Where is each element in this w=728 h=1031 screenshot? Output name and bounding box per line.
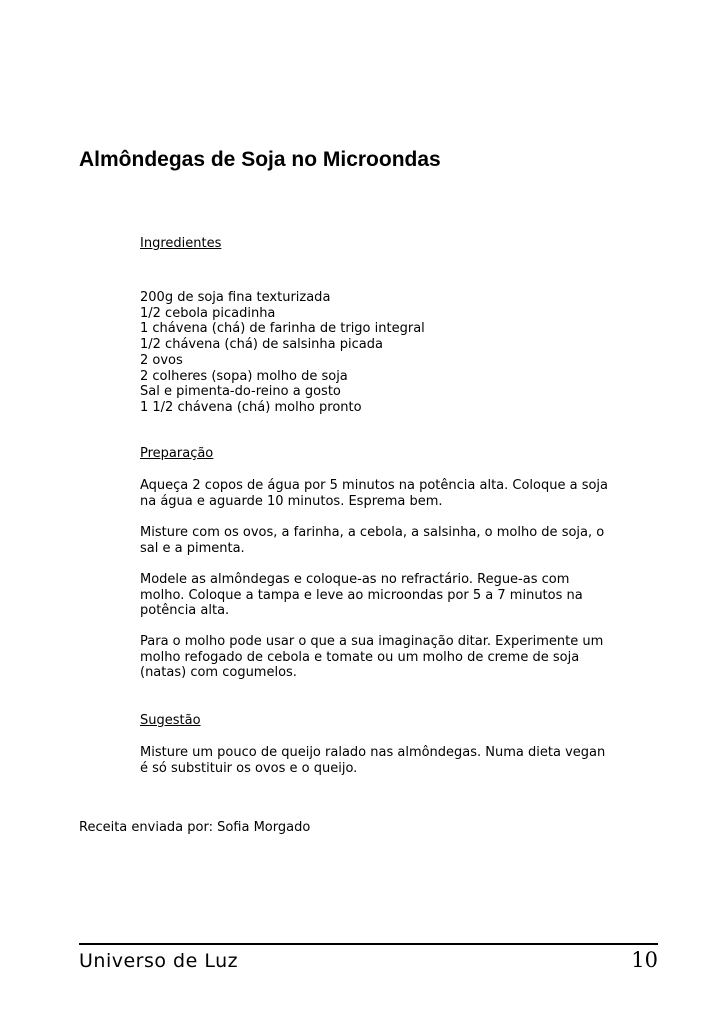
- preparation-heading: Preparação: [140, 446, 214, 461]
- preparation-paragraph: Modele as almôndegas e coloque-as no refractário. Regue-as com molho. Coloque a tampa e leve ao microondas por 5 a 7 minutos na potência alta.: [140, 572, 583, 619]
- preparation-heading-block: [140, 446, 610, 462]
- ingredients-list: [140, 290, 610, 416]
- ingredient-item: 2 colheres (sopa) molho de soja: [140, 368, 348, 384]
- ingredients-heading-block: [140, 236, 610, 252]
- preparation-paragraph: Misture com os ovos, a farinha, a cebola, a salsinha, o molho de soja, o sal e a pimenta.: [140, 525, 605, 556]
- ingredient-item: 200g de soja fina texturizada: [140, 290, 331, 305]
- preparation-paragraph: Para o molho pode usar o que a sua imaginação ditar. Experimente um molho refogado de cebola e tomate ou um molho de creme de soja (natas) com cogumelos.: [140, 634, 604, 681]
- ingredient-item: 1/2 chávena (chá) de salsinha picada: [140, 337, 383, 353]
- ingredient-item: 2 ovos: [140, 352, 183, 368]
- ingredient-item: 1 chávena (chá) de farinha de trigo integral: [140, 321, 425, 337]
- suggestion-heading-block: [140, 713, 610, 729]
- suggestion-text: Misture um pouco de queijo ralado nas almôndegas. Numa dieta vegan é só substituir os ovos e o queijo.: [140, 745, 606, 776]
- suggestion-heading: Sugestão: [140, 713, 201, 728]
- ingredient-item: 1/2 cebola picadinha: [140, 305, 276, 321]
- recipe-credit: Receita enviada por: Sofia Morgado: [79, 820, 311, 835]
- footer-page-number: 10: [631, 948, 658, 972]
- ingredients-heading: Ingredientes: [140, 236, 222, 251]
- ingredient-item: 1 1/2 chávena (chá) molho pronto: [140, 399, 362, 415]
- recipe-title: Almôndegas de Soja no Microondas: [79, 148, 441, 171]
- footer-publication-name: Universo de Luz: [79, 950, 239, 972]
- footer-divider: [79, 943, 658, 945]
- ingredient-item: Sal e pimenta-do-reino a gosto: [140, 384, 341, 400]
- preparation-paragraph: Aqueça 2 copos de água por 5 minutos na potência alta. Coloque a soja na água e aguarde 10 minutos. Esprema bem.: [140, 478, 609, 509]
